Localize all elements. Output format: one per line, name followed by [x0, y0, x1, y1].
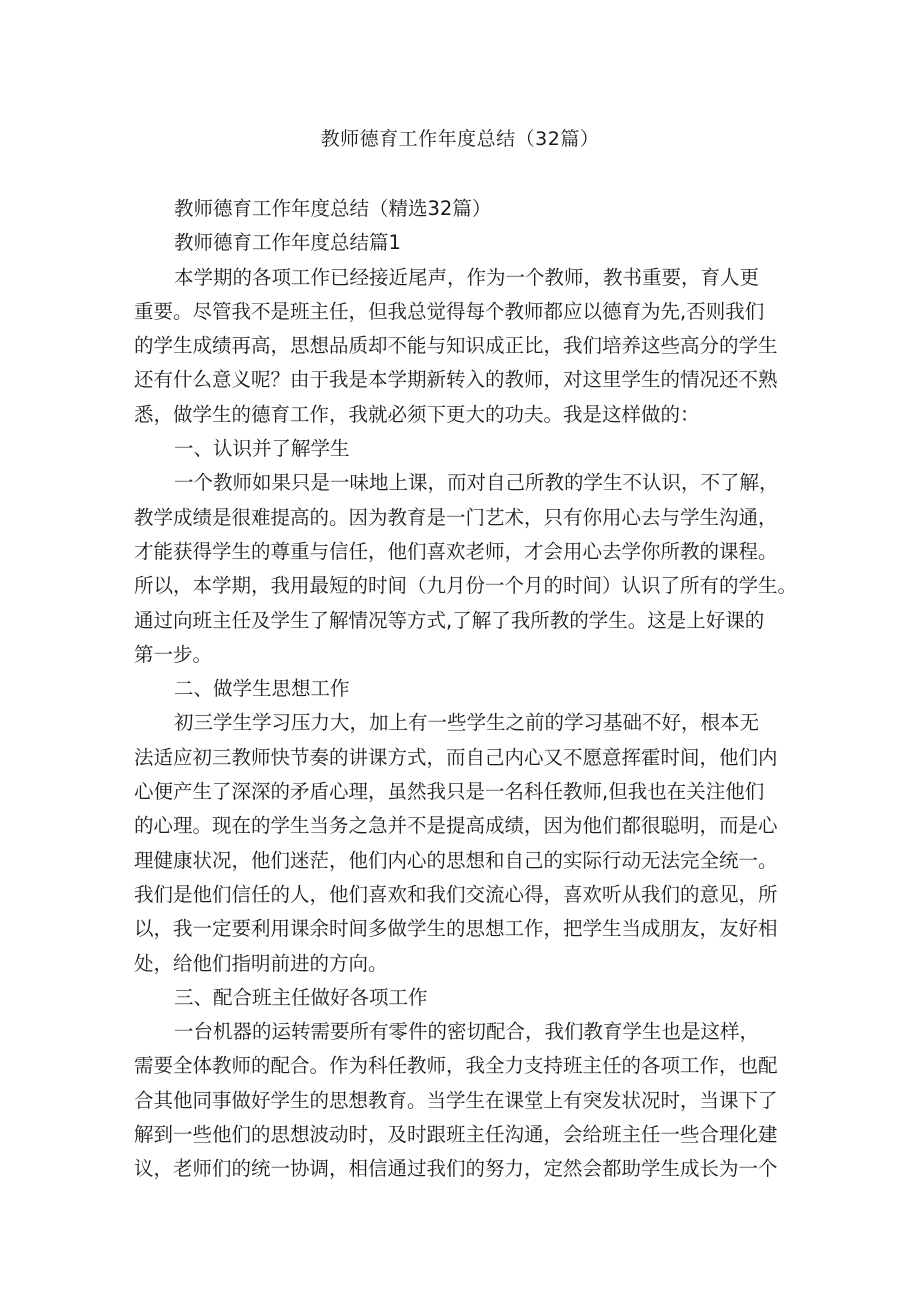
text-line: 三、配合班主任做好各项工作 — [174, 985, 428, 1009]
text-line: 心便产生了深深的矛盾心理，虽然我只是一名科任教师,但我也在关注他们 — [134, 780, 765, 804]
text-line: 教师德育工作年度总结（精选32篇） — [174, 197, 492, 220]
document-body — [134, 192, 800, 1187]
text-line: 一台机器的运转需要所有零件的密切配合，我们教育学生也是这样， — [174, 1020, 760, 1044]
text-line: 通过向班主任及学生了解情况等方式,了解了我所教的学生。这是上好课的 — [134, 608, 765, 632]
text-line: 以，我一定要利用课余时间多做学生的思想工作，把学生当成朋友，友好相 — [134, 917, 778, 941]
text-line: 才能获得学生的尊重与信任，他们喜欢老师，才会用心去学你所教的课程。 — [134, 539, 778, 563]
text-line: 所以，本学期，我用最短的时间（九月份一个月的时间）认识了所有的学生。 — [134, 574, 798, 598]
text-line: 理健康状况，他们迷茫，他们内心的思想和自己的实际行动无法完全统一。 — [134, 848, 778, 872]
document-title: 教师德育工作年度总结（32篇） — [320, 128, 600, 150]
text-line: 的心理。现在的学生当务之急并不是提高成绩，因为他们都很聪明，而是心 — [134, 814, 778, 838]
text-line: 的学生成绩再高，思想品质却不能与知识成正比，我们培养这些高分的学生 — [134, 334, 778, 358]
text-line: 还有什么意义呢？由于我是本学期新转入的教师，对这里学生的情况还不熟 — [134, 368, 778, 392]
text-line: 法适应初三教师快节奏的讲课方式，而自己内心又不愿意挥霍时间，他们内 — [134, 745, 778, 769]
text-line: 一个教师如果只是一味地上课，而对自己所教的学生不认识，不了解， — [174, 471, 779, 495]
text-line: 解到一些他们的思想波动时，及时跟班主任沟通，会给班主任一些合理化建 — [134, 1123, 778, 1147]
text-line: 教师德育工作年度总结篇1 — [174, 231, 401, 255]
text-line: 教学成绩是很难提高的。因为教育是一门艺术，只有你用心去与学生沟通， — [134, 505, 778, 529]
text-line: 需要全体教师的配合。作为科任教师，我全力支持班主任的各项工作，也配 — [134, 1054, 778, 1078]
text-line: 第一步。 — [134, 642, 213, 666]
text-line: 重要。尽管我不是班主任，但我总觉得每个教师都应以德育为先,否则我们 — [134, 299, 765, 323]
text-line: 合其他同事做好学生的思想教育。当学生在课堂上有突发状况时，当课下了 — [134, 1088, 778, 1112]
text-line: 议，老师们的统一协调，相信通过我们的努力，定然会都助学生成长为一个 — [134, 1157, 778, 1181]
text-line: 初三学生学习压力大，加上有一些学生之前的学习基础不好，根本无 — [174, 711, 760, 735]
text-line: 处，给他们指明前进的方向。 — [134, 951, 388, 975]
text-line: 本学期的各项工作已经接近尾声，作为一个教师，教书重要，育人更 — [174, 265, 760, 289]
text-line: 一、认识并了解学生 — [174, 437, 350, 461]
text-line: 我们是他们信任的人，他们喜欢和我们交流心得，喜欢听从我们的意见，所 — [134, 882, 778, 906]
text-line: 悉，做学生的德育工作，我就必须下更大的功夫。我是这样做的： — [134, 402, 700, 426]
text-line: 二、做学生思想工作 — [174, 677, 350, 701]
